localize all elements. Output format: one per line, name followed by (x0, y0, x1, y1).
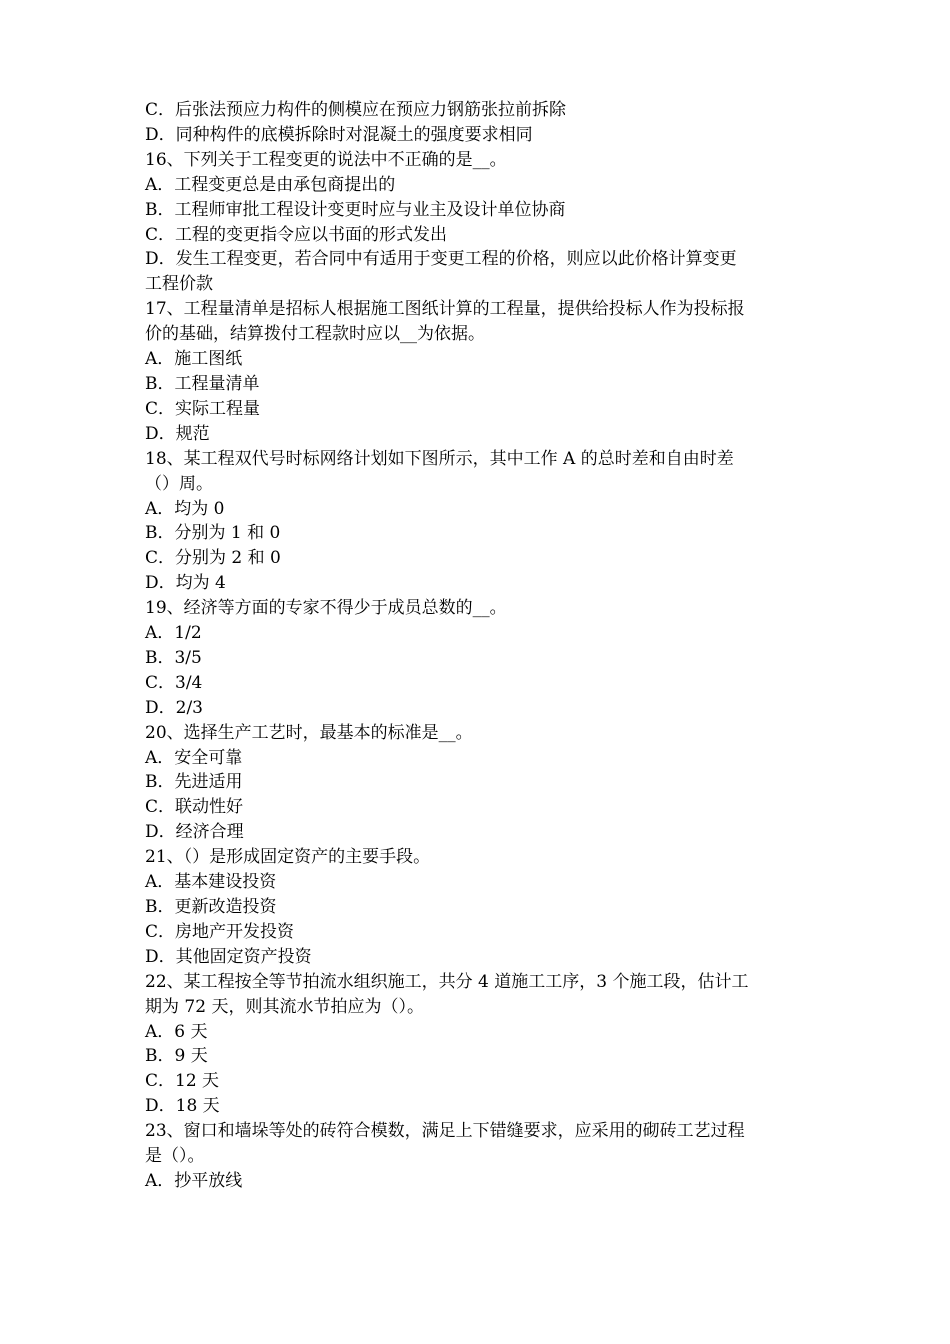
question-text: 18、某工程双代号时标网络计划如下图所示，其中工作 A 的总时差和自由时差 (145, 448, 734, 469)
option-text: B．工程量清单 (145, 373, 260, 394)
option-text: D．18 天 (145, 1096, 220, 1117)
option-text: C．工程的变更指令应以书面的形式发出 (145, 224, 448, 245)
option-text: D．2/3 (145, 697, 203, 718)
option-text: C．联动性好 (145, 797, 244, 818)
text-line: D．同种构件的底模拆除时对混凝土的强度要求相同 (145, 124, 533, 145)
option-text: C．分别为 2 和 0 (145, 548, 281, 569)
option-text: B．3/5 (145, 647, 202, 668)
option-text: C．12 天 (145, 1071, 220, 1092)
document-page (145, 98, 810, 1194)
option-text: A．均为 0 (145, 498, 225, 519)
option-text: A．抄平放线 (145, 1170, 243, 1191)
question-text: （）周。 (145, 473, 213, 494)
option-text: C．房地产开发投资 (145, 921, 295, 942)
question-text: 16、下列关于工程变更的说法中不正确的是__。 (145, 149, 507, 170)
option-text: D．规范 (145, 423, 210, 444)
question-text: 19、经济等方面的专家不得少于成员总数的__。 (145, 598, 507, 619)
question-text: 17、工程量清单是招标人根据施工图纸计算的工程量，提供给投标人作为投标报 (145, 299, 745, 320)
text-line: C．后张法预应力构件的侧模应在预应力钢筋张拉前拆除 (145, 100, 567, 120)
option-text: D．均为 4 (145, 573, 226, 594)
option-text: B．更新改造投资 (145, 897, 277, 917)
option-text: 工程价款 (145, 274, 213, 295)
option-text: A．6 天 (145, 1021, 208, 1042)
option-text: C．实际工程量 (145, 398, 261, 419)
option-text: A．基本建设投资 (145, 872, 277, 893)
option-text: C．3/4 (145, 672, 203, 693)
question-text: 23、窗口和墙垛等处的砖符合模数，满足上下错缝要求，应采用的砌砖工艺过程 (145, 1121, 745, 1142)
option-text: B．9 天 (145, 1046, 208, 1067)
option-text: A．1/2 (145, 623, 202, 644)
question-text: 期为 72 天，则其流水节拍应为（）。 (145, 996, 424, 1017)
question-text: 是（）。 (145, 1146, 205, 1167)
option-text: B．工程师审批工程设计变更时应与业主及设计单位协商 (145, 199, 566, 220)
option-text: B．先进适用 (145, 772, 243, 793)
option-text: B．分别为 1 和 0 (145, 523, 281, 544)
option-text: A．施工图纸 (145, 349, 243, 370)
question-text: 价的基础，结算拨付工程款时应以__为依据。 (145, 324, 485, 345)
option-text: A．工程变更总是由承包商提出的 (145, 174, 396, 195)
option-text: A．安全可靠 (145, 747, 243, 768)
option-text: D．其他固定资产投资 (145, 946, 312, 967)
option-text: D．发生工程变更，若合同中有适用于变更工程的价格，则应以此价格计算变更 (145, 249, 737, 270)
question-text: 20、选择生产工艺时，最基本的标准是__。 (145, 722, 473, 743)
question-text: 21、（）是形成固定资产的主要手段。 (145, 847, 431, 868)
question-text: 22、某工程按全等节拍流水组织施工，共分 4 道施工工序，3 个施工段，估计工 (145, 971, 749, 992)
option-text: D．经济合理 (145, 822, 244, 843)
